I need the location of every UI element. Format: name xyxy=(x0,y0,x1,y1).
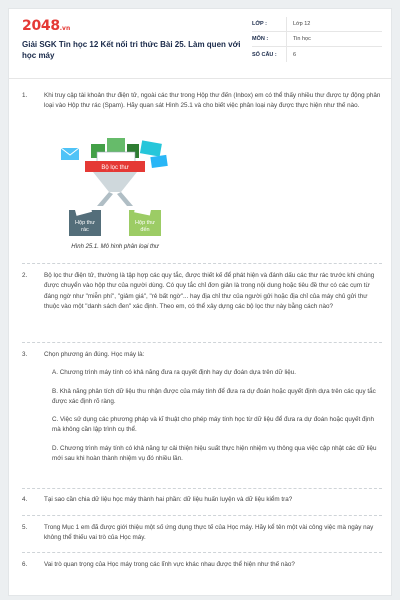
question-2 xyxy=(22,271,382,312)
question-number: 4. xyxy=(22,496,28,503)
meta-key: MÔN : xyxy=(252,36,269,42)
question-number: 5. xyxy=(22,524,28,531)
meta-key: SỐ CÂU : xyxy=(252,51,277,58)
question-text: Khi truy cập tài khoản thư điện tử, ngoài các thư trong Hộp thư đến (Inbox) em có thể thấy nhiều thư được tự động phân loại vào Hộp thư rác (Spam). Hãy quan sát Hình 25.1 và cho biết việc phân loại này được thực hiện như thế nào. xyxy=(44,92,381,110)
question-4 xyxy=(22,495,382,505)
spam-label: Hộp thư rác xyxy=(75,220,95,233)
figure-email-classification xyxy=(57,134,173,256)
envelope-icon xyxy=(140,140,162,156)
document-header xyxy=(9,9,392,79)
arrow-right-icon xyxy=(117,192,133,206)
figure-caption: Hình 25.1. Mô hình phân loại thư xyxy=(71,244,159,250)
meta-row-count xyxy=(252,47,382,62)
inbox-label: Hộp thư đến xyxy=(135,220,155,233)
funnel-icon xyxy=(93,172,137,192)
arrow-left-icon xyxy=(97,192,113,206)
meta-row-subject xyxy=(252,32,382,47)
meta-value: Tin học xyxy=(286,32,382,46)
meta-table xyxy=(252,17,382,62)
question-5 xyxy=(22,523,382,544)
divider xyxy=(22,488,382,489)
divider xyxy=(22,263,382,264)
question-1 xyxy=(22,91,382,112)
question-text: Bộ lọc thư điện tử, thường là tập hợp các quy tắc, được thiết kế để phát hiện và đánh dấu các thư rác trước khi chúng được chuyển vào hộp thư của người dùng. Có quy tắc chỉ đơn giản là trong nội dung hoặc tiêu đề thư có các cụm từ đáng ngờ như "miễn phí", "giảm giá", "rẻ bất ngờ"... hay địa chỉ thư của người gửi hoặc địa chỉ của máy chủ gửi thư thuộc vào một "danh sách đen" xác định. Theo em, có thể xây dựng các bộ lọc thư này bằng cách nào? xyxy=(44,272,375,310)
question-6 xyxy=(22,560,382,570)
email-filter-illustration xyxy=(57,134,173,242)
question-text: Trong Mục 1 em đã được giới thiệu một số ứng dụng thực tế của Học máy. Hãy kể tên một vài công việc mà ngày nay không thể thiếu vai trò của Học máy. xyxy=(44,524,374,542)
divider xyxy=(22,342,382,343)
question-number: 3. xyxy=(22,351,28,358)
question-number: 6. xyxy=(22,561,28,568)
question-3 xyxy=(22,350,382,464)
question-number: 2. xyxy=(22,272,28,279)
page-title: Giải SGK Tin học 12 Kết nối tri thức Bài 25. Làm quen với học máy xyxy=(22,40,241,60)
site-logo[interactable] xyxy=(22,18,70,34)
question-text: Tại sao cần chia dữ liệu học máy thành hai phần: dữ liệu huấn luyện và dữ liệu kiểm tra? xyxy=(44,496,293,503)
meta-row-class xyxy=(252,17,382,32)
question-text: Vai trò quan trọng của Học máy trong các lĩnh vực khác nhau được thể hiện như thế nào? xyxy=(44,561,295,568)
meta-value: 6 xyxy=(286,47,382,62)
answer-option-a[interactable]: A. Chương trình máy tính có khả năng đưa ra quyết định hay dự đoán dựa trên dữ liệu. xyxy=(52,369,296,377)
question-text: Chọn phương án đúng. Học máy là: xyxy=(44,351,145,358)
envelope-icon xyxy=(61,148,79,160)
divider xyxy=(22,552,382,553)
meta-value: Lớp 12 xyxy=(286,17,382,31)
answer-option-d[interactable]: D. Chương trình máy tính có khả năng tự cải thiện hiệu suất thực hiện nhiệm vụ thông qua việc cập nhật các dữ liệu mới sau khi hoàn thành nhiệm vụ đó nhiều lần. xyxy=(52,444,377,463)
divider xyxy=(22,515,382,516)
answer-option-c[interactable]: C. Việc sử dụng các phương pháp và kĩ thuật cho phép máy tính học từ dữ liệu để đưa ra dự đoán hoặc quyết định mà không cần lập trình cụ thể. xyxy=(52,416,374,434)
logo-text: 2048 xyxy=(22,18,60,34)
document-sheet xyxy=(8,8,392,596)
meta-key: LỚP : xyxy=(252,21,267,27)
question-number: 1. xyxy=(22,92,28,99)
letter-sheet xyxy=(97,152,135,162)
answer-option-b[interactable]: B. Khả năng phân tích dữ liệu thu nhận được của máy tính để đưa ra dự đoán hoặc quyết định dựa trên các quy tắc được xác định rõ ràng. xyxy=(52,387,376,405)
envelope-icon xyxy=(150,155,167,168)
filter-label: Bộ lọc thư xyxy=(101,165,129,171)
logo-suffix: .vn xyxy=(59,25,71,32)
